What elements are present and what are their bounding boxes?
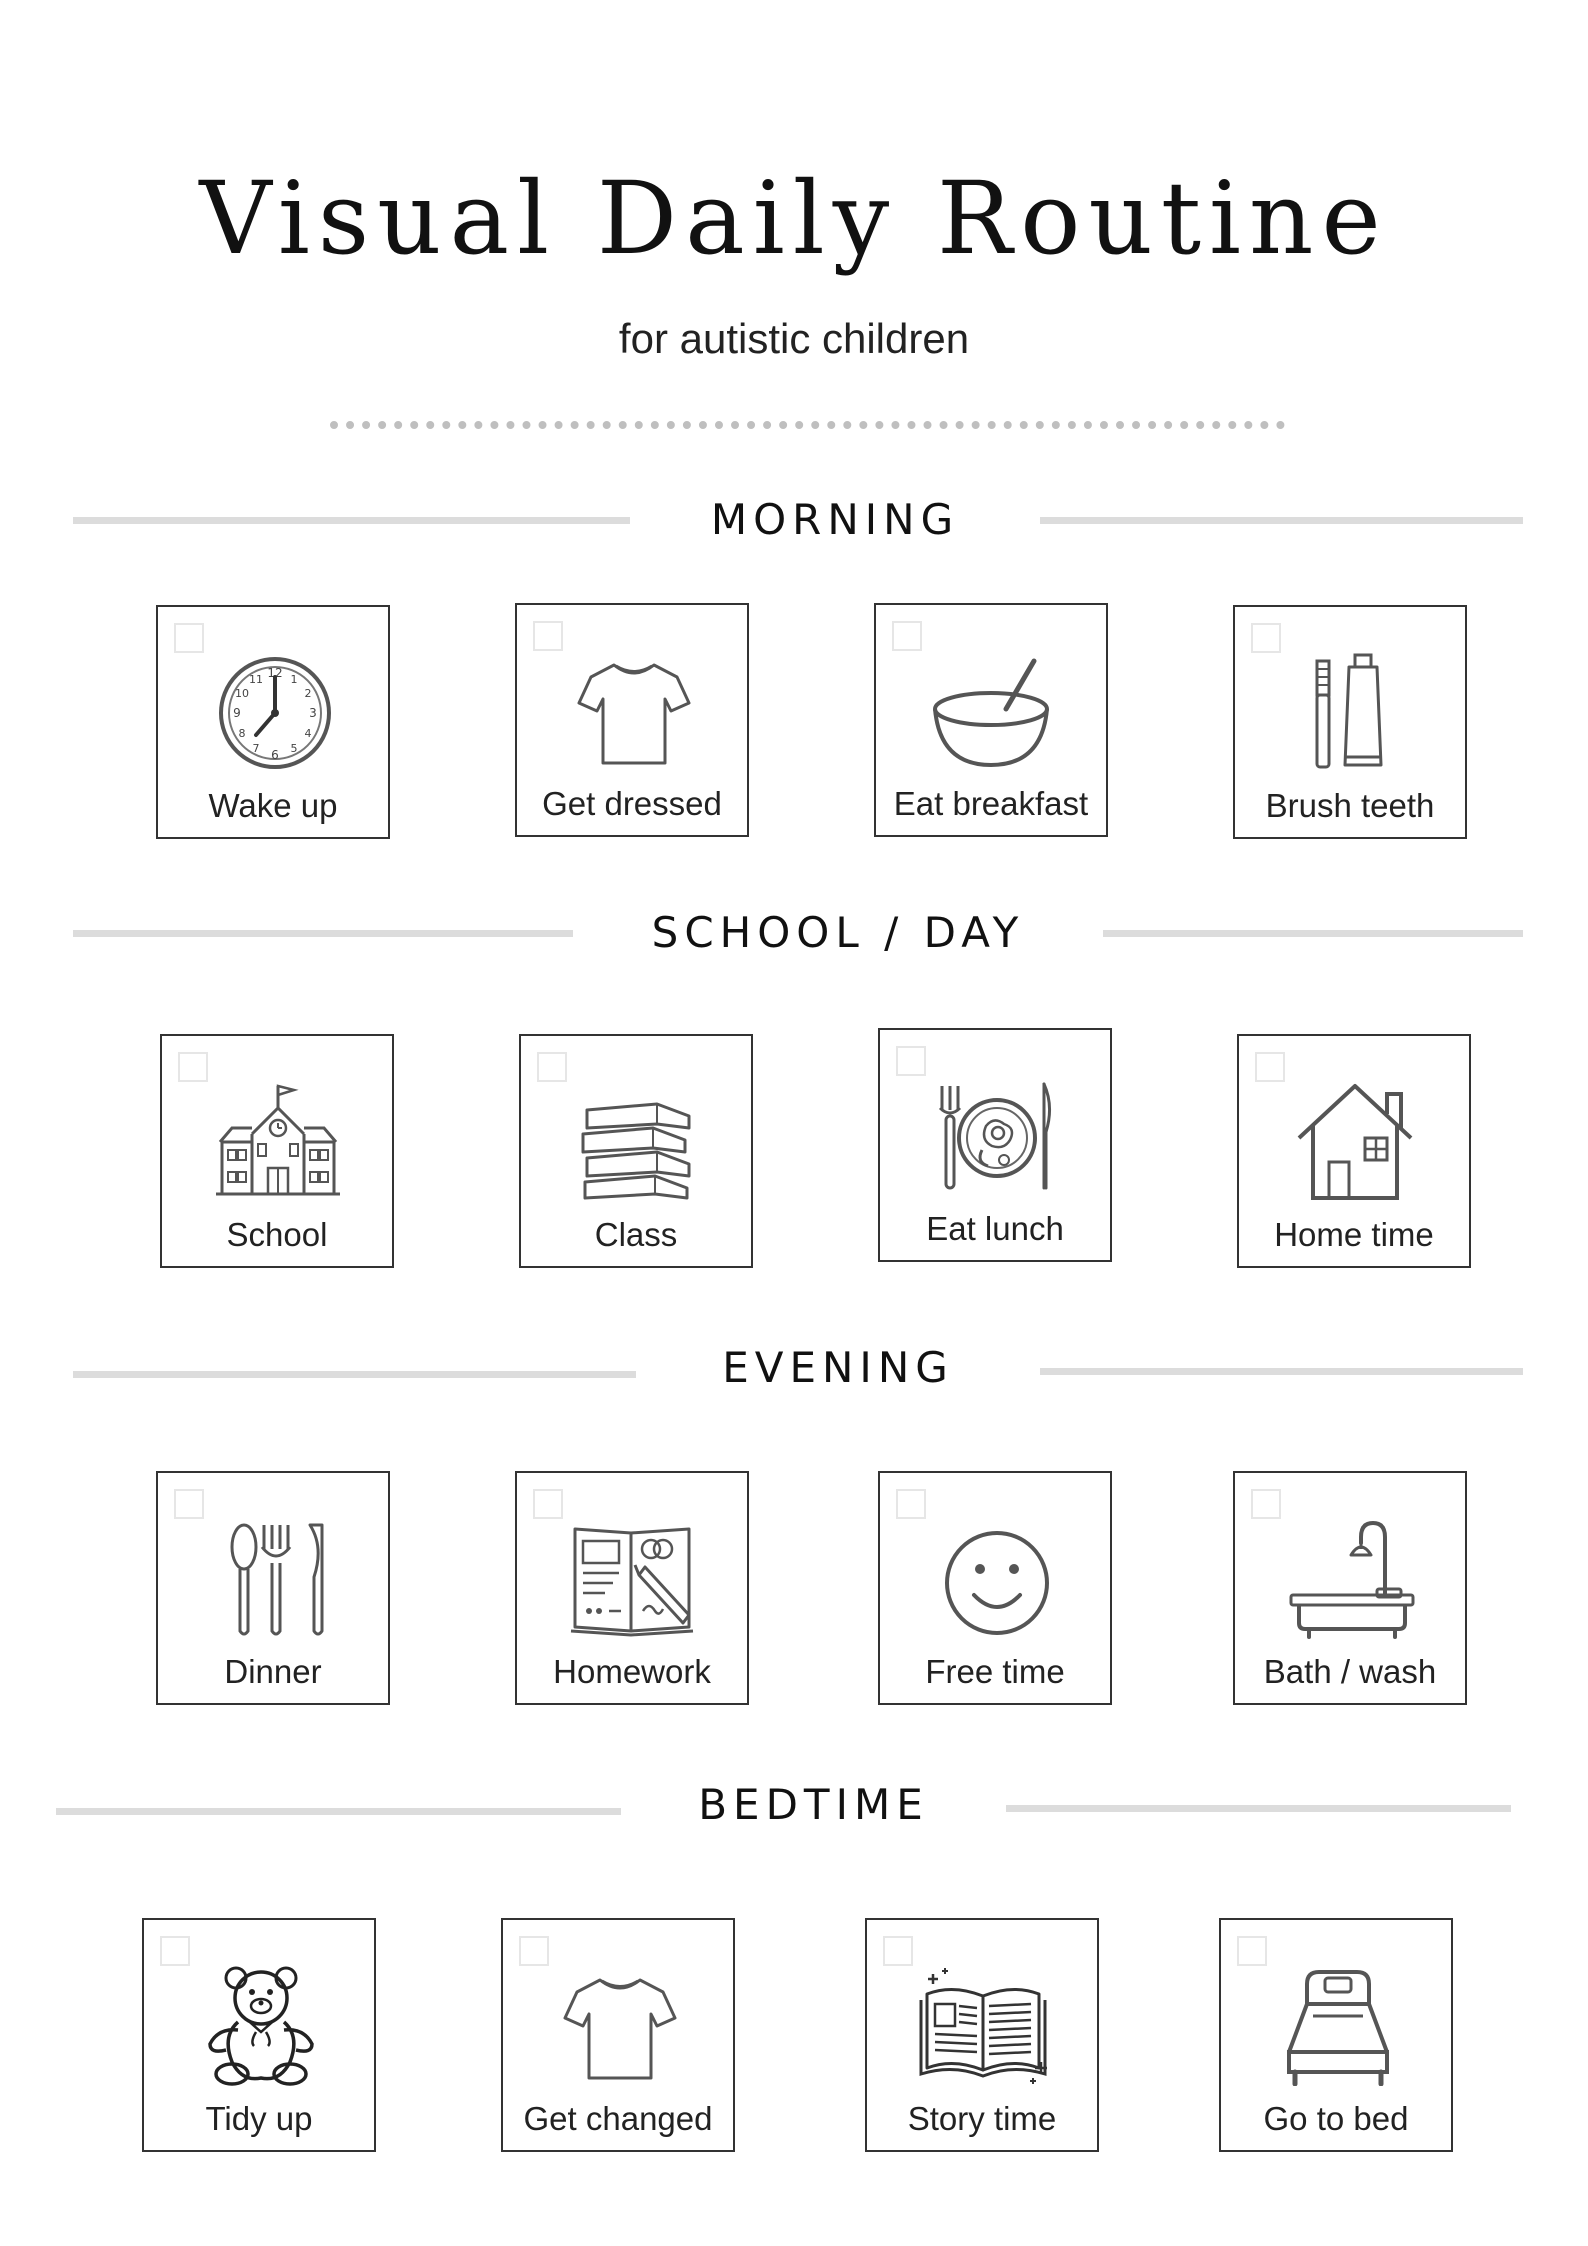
books-icon [573,1082,703,1202]
checkbox[interactable] [892,621,922,651]
svg-text:9: 9 [233,706,241,720]
section-rule-right [1006,1805,1511,1812]
section-label: BEDTIME [698,1780,929,1829]
routine-label: Story time [907,2100,1057,2137]
school-building-icon [214,1082,344,1202]
routine-label: Get dressed [542,785,722,822]
checkbox[interactable] [174,1489,204,1519]
routine-label: Go to bed [1263,2100,1409,2137]
routine-card-get-dressed[interactable] [515,603,749,837]
tshirt-icon [555,1966,685,2086]
routine-label: Brush teeth [1265,787,1435,824]
section-label: SCHOOL / DAY [651,908,1025,957]
checkbox[interactable] [533,621,563,651]
checkbox[interactable] [519,1936,549,1966]
smiley-icon [932,1519,1062,1639]
section-rule-right [1103,930,1523,937]
routine-card-class[interactable] [519,1034,753,1268]
house-icon [1291,1082,1421,1202]
svg-text:7: 7 [252,742,260,755]
notebook-pen-icon [569,1519,699,1639]
routine-card-go-to-bed[interactable] [1219,1918,1453,2152]
checkbox[interactable] [178,1052,208,1082]
routine-label: Homework [553,1653,711,1690]
routine-label: Eat lunch [926,1210,1064,1247]
section-header-bedtime [56,1775,1511,1835]
svg-text:8: 8 [238,727,246,740]
svg-text:11: 11 [249,673,263,686]
routine-label: Free time [925,1653,1065,1690]
teddy-bear-icon [196,1966,326,2086]
section-rule-left [73,517,630,524]
routine-card-eat-lunch[interactable] [878,1028,1112,1262]
plate-cutlery-icon [932,1076,1062,1196]
routine-card-dinner[interactable] [156,1471,390,1705]
routine-label: Home time [1274,1216,1434,1253]
section-label: MORNING [710,495,960,544]
checkbox[interactable] [896,1489,926,1519]
routine-card-brush-teeth[interactable] [1233,605,1467,839]
section-rule-right [1040,517,1523,524]
checkbox[interactable] [1251,1489,1281,1519]
page-subtitle: for autistic children [618,315,970,362]
svg-text:1: 1 [290,673,298,686]
routine-card-school[interactable] [160,1034,394,1268]
toothbrush-icon [1287,653,1417,773]
dotted-divider [330,421,1285,429]
checkbox[interactable] [537,1052,567,1082]
clock-icon [210,653,340,773]
bowl-icon [928,651,1058,771]
routine-card-tidy-up[interactable] [142,1918,376,2152]
checkbox[interactable] [174,623,204,653]
checkbox[interactable] [1251,623,1281,653]
routine-card-story-time[interactable] [865,1918,1099,2152]
section-label: EVENING [722,1343,954,1392]
svg-text:10: 10 [235,687,249,700]
routine-label: School [226,1216,328,1253]
routine-label: Class [594,1216,678,1253]
routine-card-eat-breakfast[interactable] [874,603,1108,837]
svg-text:4: 4 [304,727,312,740]
routine-label: Tidy up [205,2100,313,2137]
section-header-evening [73,1338,1523,1398]
checkbox[interactable] [160,1936,190,1966]
checkbox[interactable] [896,1046,926,1076]
routine-card-get-changed[interactable] [501,1918,735,2152]
routine-label: Get changed [523,2100,713,2137]
section-rule-left [73,1371,636,1378]
section-rule-right [1040,1368,1523,1375]
routine-label: Eat breakfast [893,785,1089,822]
bed-icon [1273,1966,1403,2086]
section-header-school-day [73,903,1523,963]
checkbox[interactable] [883,1936,913,1966]
checkbox[interactable] [1255,1052,1285,1082]
bathtub-icon [1287,1519,1417,1639]
routine-label: Dinner [224,1653,322,1690]
routine-card-bath-wash[interactable] [1233,1471,1467,1705]
routine-card-homework[interactable] [515,1471,749,1705]
section-rule-left [73,930,573,937]
open-book-icon [919,1966,1049,2086]
tshirt-icon [569,651,699,771]
checkbox[interactable] [533,1489,563,1519]
svg-text:2: 2 [304,687,312,700]
svg-text:5: 5 [290,742,298,755]
svg-text:12: 12 [267,666,283,680]
routine-label: Wake up [208,787,338,824]
section-rule-left [56,1808,621,1815]
section-header-morning [73,490,1523,550]
page-title: Visual Daily Routine [199,160,1389,277]
checkbox[interactable] [1237,1936,1267,1966]
routine-card-home-time[interactable] [1237,1034,1471,1268]
routine-label: Bath / wash [1263,1653,1437,1690]
routine-card-wake-up[interactable] [156,605,390,839]
svg-text:3: 3 [309,706,317,720]
cutlery-icon [210,1519,340,1639]
routine-card-free-time[interactable] [878,1471,1112,1705]
svg-text:6: 6 [271,748,279,762]
